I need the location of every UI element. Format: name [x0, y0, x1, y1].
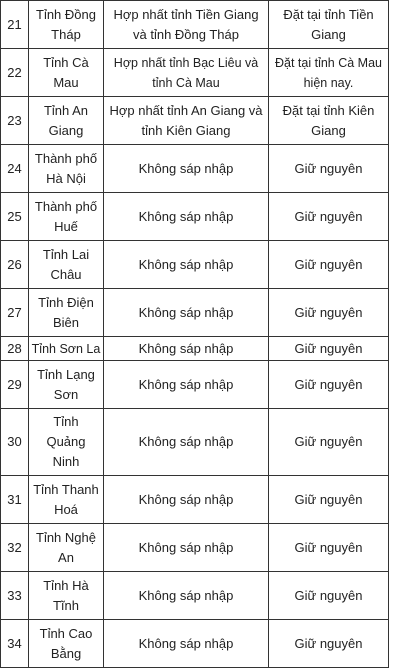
merge-plan: Không sáp nhập: [104, 289, 269, 337]
admin-center: Giữ nguyên: [269, 289, 389, 337]
row-number: 25: [1, 193, 29, 241]
table-row: [1, 97, 389, 145]
merge-plan: Không sáp nhập: [104, 476, 269, 524]
table-row: [1, 476, 389, 524]
row-number: 22: [1, 49, 29, 97]
province-name: Tỉnh Lạng Sơn: [29, 361, 104, 409]
admin-center: Giữ nguyên: [269, 572, 389, 620]
merge-plan: Không sáp nhập: [104, 337, 269, 361]
merge-plan: Không sáp nhập: [104, 145, 269, 193]
merge-plan: Không sáp nhập: [104, 572, 269, 620]
province-name: Tỉnh Điện Biên: [29, 289, 104, 337]
merge-plan: Không sáp nhập: [104, 524, 269, 572]
row-number: 23: [1, 97, 29, 145]
row-number: 26: [1, 241, 29, 289]
admin-center: Giữ nguyên: [269, 409, 389, 476]
table-row: [1, 337, 389, 361]
table-row: [1, 49, 389, 97]
province-name: Tỉnh Nghệ An: [29, 524, 104, 572]
province-name: Tỉnh Quảng Ninh: [29, 409, 104, 476]
table-row: [1, 289, 389, 337]
admin-center: Giữ nguyên: [269, 193, 389, 241]
row-number: 28: [1, 337, 29, 361]
admin-center: Đặt tại tỉnh Cà Mau hiện nay.: [269, 49, 389, 97]
province-name: Thành phố Huế: [29, 193, 104, 241]
row-number: 34: [1, 620, 29, 668]
admin-center: Giữ nguyên: [269, 620, 389, 668]
merge-plan: Không sáp nhập: [104, 620, 269, 668]
admin-center: Giữ nguyên: [269, 241, 389, 289]
province-name: Tỉnh Cà Mau: [29, 49, 104, 97]
table-row: [1, 524, 389, 572]
province-name: Tỉnh Đồng Tháp: [29, 1, 104, 49]
table-row: [1, 1, 389, 49]
merge-plan: Hợp nhất tỉnh Bạc Liêu và tỉnh Cà Mau: [104, 49, 269, 97]
row-number: 30: [1, 409, 29, 476]
row-number: 27: [1, 289, 29, 337]
merge-plan: Không sáp nhập: [104, 241, 269, 289]
province-name: Thành phố Hà Nội: [29, 145, 104, 193]
merge-plan: Hợp nhất tỉnh Tiền Giang và tỉnh Đồng Tháp: [104, 1, 269, 49]
table-row: [1, 361, 389, 409]
merge-plan: Không sáp nhập: [104, 193, 269, 241]
table-row: [1, 409, 389, 476]
province-name: Tỉnh Thanh Hoá: [29, 476, 104, 524]
table-row: [1, 145, 389, 193]
table-row: [1, 241, 389, 289]
table-row: [1, 572, 389, 620]
admin-center: Giữ nguyên: [269, 145, 389, 193]
province-name: Tỉnh Lai Châu: [29, 241, 104, 289]
table-row: [1, 620, 389, 668]
merge-plan: Không sáp nhập: [104, 361, 269, 409]
province-name: Tỉnh Hà Tĩnh: [29, 572, 104, 620]
row-number: 31: [1, 476, 29, 524]
admin-center: Giữ nguyên: [269, 337, 389, 361]
admin-center: Giữ nguyên: [269, 524, 389, 572]
province-name: Tỉnh Cao Bằng: [29, 620, 104, 668]
province-name: Tỉnh An Giang: [29, 97, 104, 145]
admin-center: Giữ nguyên: [269, 476, 389, 524]
row-number: 29: [1, 361, 29, 409]
admin-center: Giữ nguyên: [269, 361, 389, 409]
row-number: 32: [1, 524, 29, 572]
row-number: 24: [1, 145, 29, 193]
table-row: [1, 193, 389, 241]
merge-plan: Không sáp nhập: [104, 409, 269, 476]
row-number: 33: [1, 572, 29, 620]
province-name: Tỉnh Sơn La: [29, 337, 104, 361]
row-number: 21: [1, 1, 29, 49]
admin-center: Đặt tại tỉnh Kiên Giang: [269, 97, 389, 145]
merge-plan: Hợp nhất tỉnh An Giang và tỉnh Kiên Giang: [104, 97, 269, 145]
admin-center: Đặt tại tỉnh Tiền Giang: [269, 1, 389, 49]
